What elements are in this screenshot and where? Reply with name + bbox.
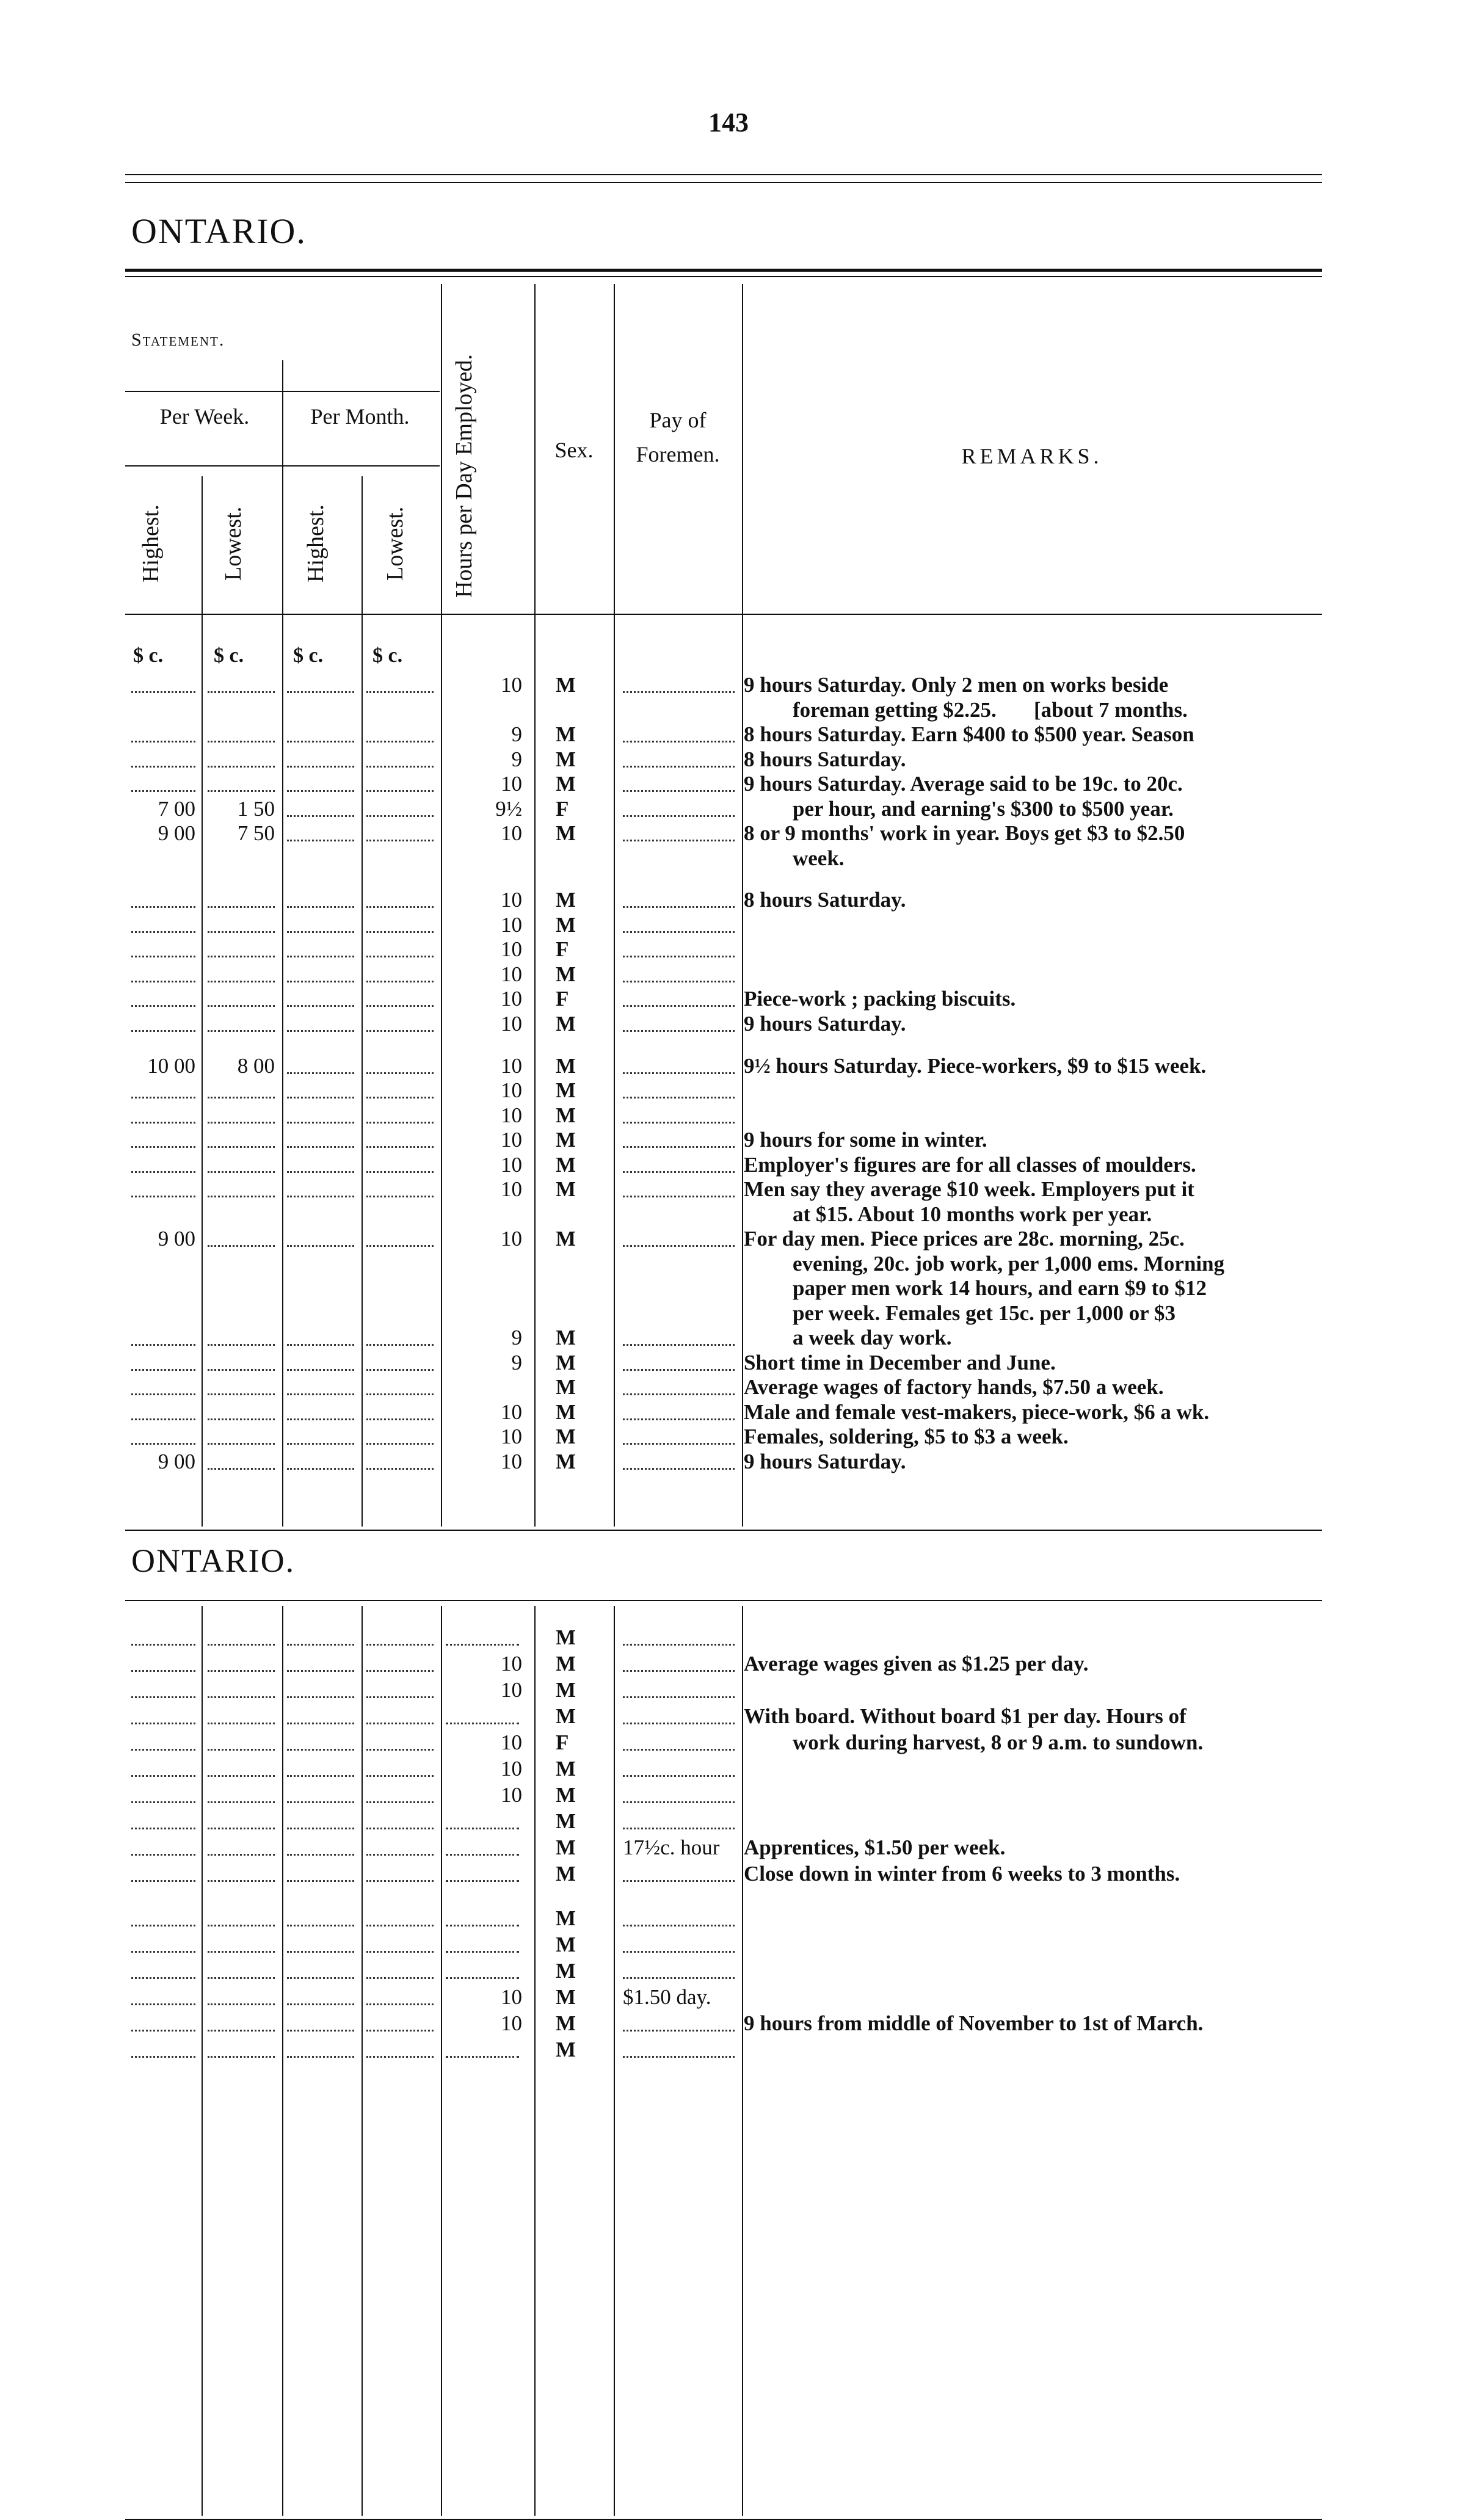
hours-value: 9½ [495,796,522,821]
remark-text: Male and female vest-makers, piece-work, $6 a wk. [744,1400,1210,1424]
dot-leader [446,1827,519,1856]
section-title-2: ONTARIO. [131,1542,296,1579]
per-week-header: Per Week. [159,404,250,429]
col-line [362,1606,363,2516]
sex-value: M [556,1128,576,1152]
wage-value: 8 00 [237,1053,275,1078]
hours-value: 10 [501,772,522,796]
dot-leader [287,1169,354,1197]
remark-text: 9 hours Saturday. Only 2 men on works beside [744,673,1169,697]
remark-text: per hour, and earning's $300 to $500 year. [793,796,1174,821]
remark-text: per week. Females get 15c. per 1,000 or $3 [793,1301,1175,1325]
dot-leader [131,2029,195,2058]
dot-leader [623,1774,735,1803]
dot-leader [287,1669,354,1698]
remark-text: 9 hours for some in winter. [744,1128,987,1152]
remark-text: 9 hours Saturday. [744,1011,906,1036]
dot-leader [287,664,354,693]
dot-leader [208,1003,275,1032]
currency-label: $ c. [214,644,244,667]
sex-value: M [556,1177,576,1202]
hours-value: 10 [501,1652,522,1676]
dot-leader [623,1617,735,1646]
remark-text: For day men. Piece prices are 28c. morning, 25c. [744,1227,1185,1251]
dot-leader [623,813,735,841]
sex-value: M [556,1678,576,1702]
sex-value: M [556,1375,576,1400]
dot-leader [208,1748,275,1777]
sex-value: M [556,1809,576,1833]
dot-leader [208,1441,275,1470]
sex-value: M [556,1862,576,1886]
remark-text: week. [793,846,845,870]
remark-text: Men say they average $10 week. Employers put it [744,1177,1194,1202]
sex-value: M [556,1053,576,1078]
remark-text: 9½ hours Saturday. Piece-workers, $9 to $15 week. [744,1053,1207,1078]
col-line [614,1606,615,2516]
dot-leader [208,2029,275,2058]
dot-leader [446,1950,519,1979]
hours-value: 10 [501,1678,522,1702]
wage-value: 9 00 [158,1449,195,1473]
dot-leader [208,1924,275,1953]
wage-value: 1 50 [237,796,275,821]
dot-leader [623,1696,735,1724]
sex-value: M [556,1933,576,1957]
sex-value: M [556,772,576,796]
dot-leader [208,1950,275,1979]
dot-leader [623,1924,735,1953]
week-lowest-header: Lowest. [220,506,246,581]
dot-leader [287,1617,354,1646]
sex-value: M [556,1906,576,1931]
dot-leader [131,1950,195,1979]
dot-leader [208,1898,275,1926]
dot-leader [287,2029,354,2058]
dot-leader [623,1669,735,1698]
hours-value: 10 [501,2011,522,2036]
sex-value: M [556,673,576,697]
dot-leader [287,1977,354,2005]
wage-value: 9 00 [158,821,195,845]
dot-leader [208,1617,275,1646]
remark-text: 9 hours Saturday. Average said to be 19c. to 20c. [744,772,1183,796]
dot-leader [366,1801,434,1829]
dot-leader [287,1801,354,1829]
col-line [614,284,615,1527]
hours-value: 10 [501,1425,522,1449]
dot-leader [366,1643,434,1672]
dot-leader [623,1003,735,1032]
dot-leader [623,1950,735,1979]
remark-text: 8 hours Saturday. Earn $400 to $500 year. Season [744,722,1194,746]
sex-value: M [556,888,576,912]
sex-value: F [556,987,569,1011]
dot-leader [208,1169,275,1197]
remark-text: 8 hours Saturday. [744,747,906,771]
remark-text: 8 or 9 months' work in year. Boys get $3 to $2.50 [744,821,1185,845]
dot-leader [208,1801,275,1829]
sex-value: M [556,2038,576,2062]
remark-text: foreman getting $2.25. [about 7 months. [793,697,1188,722]
dot-leader [208,1218,275,1247]
col-line [742,284,743,1527]
hours-value: 10 [501,937,522,962]
pay-foremen-header: Pay of Foremen. [636,408,720,467]
dot-leader [131,763,195,792]
hours-value: 9 [511,1350,522,1374]
dot-leader [131,664,195,693]
dot-leader [287,1898,354,1926]
dot-leader [287,1643,354,1672]
dot-leader [131,1977,195,2005]
statement-label: Statement. [131,330,225,350]
dot-leader [208,2003,275,2032]
sex-value: F [556,937,569,962]
mid-rule-2 [125,1600,1322,1601]
dot-leader [131,1898,195,1926]
dot-leader [366,1748,434,1777]
dot-leader [208,1696,275,1724]
dot-leader [208,1774,275,1803]
sex-value: M [556,1326,576,1350]
sex-value: M [556,1078,576,1103]
hours-value: 10 [501,987,522,1011]
remark-text: Apprentices, $1.50 per week. [744,1836,1006,1859]
hours-value: 10 [501,1400,522,1424]
dot-leader [287,1853,354,1882]
month-lowest-header: Lowest. [382,506,408,581]
wage-value: 9 00 [158,1227,195,1251]
hours-value: 10 [501,912,522,937]
dot-leader [623,1218,735,1247]
dot-leader [131,1416,195,1445]
per-month-header: Per Month. [310,404,410,429]
col-line [202,1606,203,2516]
dot-leader [623,1643,735,1672]
col-line [441,284,442,1527]
dot-leader [287,1924,354,1953]
remark-text: 9 hours from middle of November to 1st of March. [744,2011,1204,2036]
hours-value: 10 [501,1227,522,1251]
remark-text: work during harvest, 8 or 9 a.m. to sundown. [793,1730,1204,1754]
dot-leader [366,1977,434,2005]
sex-value: M [556,1011,576,1036]
dot-leader [366,1827,434,1856]
dot-leader [287,1003,354,1032]
dot-leader [131,1853,195,1882]
dot-leader [287,813,354,841]
dot-leader [287,1218,354,1247]
dot-leader [446,2029,519,2058]
dot-leader [366,1617,434,1646]
pay-value: 17½c. hour [623,1836,720,1859]
dot-leader [131,1801,195,1829]
remark-text: Employer's figures are for all classes of moulders. [744,1152,1196,1177]
remark-text: at $15. About 10 months work per year. [793,1202,1152,1226]
hours-header: Hours per Day Employed. [451,354,477,598]
hours-value: 10 [501,673,522,697]
remark-text: Average wages given as $1.25 per day. [744,1652,1089,1676]
dot-leader [446,1853,519,1882]
dot-leader [366,1003,434,1032]
remarks-header: REMARKS. [961,444,1103,468]
sex-value: M [556,1449,576,1473]
dot-leader [366,1696,434,1724]
sex-value: M [556,1350,576,1374]
month-highest-header: Highest. [303,504,329,583]
dot-leader [131,1827,195,1856]
dot-leader [366,1169,434,1197]
dot-leader [208,1977,275,2005]
sex-value: M [556,1152,576,1177]
remark-text: paper men work 14 hours, and earn $9 to $12 [793,1276,1207,1301]
hours-value: 10 [501,888,522,912]
dot-leader [287,1722,354,1751]
dot-leader [131,1924,195,1953]
hours-value: 10 [501,1053,522,1078]
dot-leader [131,1003,195,1032]
hours-value: 10 [501,1103,522,1127]
wage-value: 7 50 [237,821,275,845]
dot-leader [446,1898,519,1926]
section-title: ONTARIO. [131,211,307,251]
col-line [742,1606,743,2516]
remark-text: 9 hours Saturday. [744,1449,906,1473]
sex-value: M [556,962,576,986]
dot-leader [366,2029,434,2058]
hours-value: 10 [501,1011,522,1036]
wage-value: 7 00 [158,796,195,821]
sex-value: M [556,1836,576,1859]
col-line [282,360,283,1527]
week-highest-header: Highest. [138,504,164,583]
dot-leader [623,1722,735,1751]
dot-leader [131,1669,195,1698]
sex-value: M [556,747,576,771]
hours-value: 10 [501,1757,522,1781]
remark-text: Close down in winter from 6 weeks to 3 months. [744,1862,1180,1886]
dot-leader [623,2029,735,2058]
dot-leader [366,813,434,841]
hours-value: 9 [511,722,522,746]
dot-leader [287,1441,354,1470]
dot-leader [208,664,275,693]
dot-leader [131,1169,195,1197]
dot-leader [131,1722,195,1751]
hours-value: 9 [511,747,522,771]
hours-value: 10 [501,1783,522,1807]
dot-leader [446,1924,519,1953]
page-number: 143 [708,107,749,137]
col-line [441,1606,442,2516]
sex-value: M [556,821,576,845]
dot-leader [366,1218,434,1247]
sex-value: M [556,1783,576,1807]
dot-leader [623,1898,735,1926]
dot-leader [287,2003,354,2032]
remark-text: Females, soldering, $5 to $3 a week. [744,1425,1069,1449]
sex-value: M [556,1704,576,1728]
dot-leader [287,1827,354,1856]
dot-leader [366,1441,434,1470]
dot-leader [366,1950,434,1979]
dot-leader [623,1748,735,1777]
hours-value: 10 [501,821,522,845]
dot-leader [446,1801,519,1829]
header-rule-thin [125,276,1322,277]
col-line [362,476,363,1527]
dot-leader [131,1696,195,1724]
sex-value: F [556,1730,569,1754]
dot-leader [208,1669,275,1698]
dot-leader [623,664,735,693]
sex-value: M [556,1959,576,1983]
hours-value: 10 [501,1128,522,1152]
remark-text: evening, 20c. job work, per 1,000 ems. Morning [793,1251,1225,1276]
remark-text: Short time in December and June. [744,1350,1056,1374]
dot-leader [623,1169,735,1197]
dot-leader [623,2003,735,2032]
dot-leader [287,1748,354,1777]
hours-value: 10 [501,1449,522,1473]
dot-leader [366,1853,434,1882]
dot-leader [366,1774,434,1803]
hours-value: 10 [501,1985,522,2010]
sex-header: Sex. [554,438,594,462]
currency-label: $ c. [293,644,324,667]
hours-value: 9 [511,1326,522,1350]
remark-text: a week day work. [793,1326,952,1350]
dot-leader [366,1722,434,1751]
sex-value: M [556,1625,576,1649]
dot-leader [623,1853,735,1882]
sex-value: F [556,796,569,821]
col-line [282,1606,283,2516]
top-rule [125,174,1322,175]
dot-leader [208,1827,275,1856]
header-bottom-rule [125,614,1322,615]
dot-leader [287,1696,354,1724]
sex-value: M [556,1400,576,1424]
sex-value: M [556,1103,576,1127]
dot-leader [208,1722,275,1751]
dot-leader [131,1617,195,1646]
dot-leader [623,1801,735,1829]
dot-leader [446,1696,519,1724]
sex-value: M [556,2011,576,2036]
col-line [534,1606,536,2516]
mid-rule [125,1530,1322,1531]
dot-leader [446,1617,519,1646]
hours-value: 10 [501,1177,522,1202]
sex-value: M [556,1425,576,1449]
dot-leader [208,1643,275,1672]
dot-leader [623,1441,735,1470]
dot-leader [208,763,275,792]
dot-leader [366,1669,434,1698]
hours-value: 10 [501,1078,522,1103]
hours-value: 10 [501,1730,522,1754]
dot-leader [366,2003,434,2032]
hours-value: 10 [501,1152,522,1177]
col-line [534,284,536,1527]
header-rule [125,269,1322,272]
sex-value: M [556,1652,576,1676]
remark-text: Piece-work ; packing biscuits. [744,987,1016,1011]
sex-value: M [556,912,576,937]
remark-text: Average wages of factory hands, $7.50 a week. [744,1375,1164,1400]
dot-leader [131,1643,195,1672]
dot-leader [208,1853,275,1882]
wage-value: 10 00 [147,1053,195,1078]
currency-label: $ c. [133,644,164,667]
currency-label: $ c. [372,644,403,667]
dot-leader [366,1924,434,1953]
remark-text: 8 hours Saturday. [744,888,906,912]
sex-value: M [556,722,576,746]
remark-text: With board. Without board $1 per day. Hours of [744,1704,1186,1728]
col-line [202,476,203,1527]
dot-leader [131,1748,195,1777]
sex-value: M [556,1985,576,2010]
hours-value: 10 [501,962,522,986]
dot-leader [366,1898,434,1926]
dot-leader [366,664,434,693]
sex-value: M [556,1227,576,1251]
pay-value: $1.50 day. [623,1985,711,2010]
dot-leader [287,1950,354,1979]
dot-leader [287,1774,354,1803]
dot-leader [131,2003,195,2032]
top-rule-2 [125,182,1322,183]
dot-leader [131,1774,195,1803]
sex-value: M [556,1757,576,1781]
